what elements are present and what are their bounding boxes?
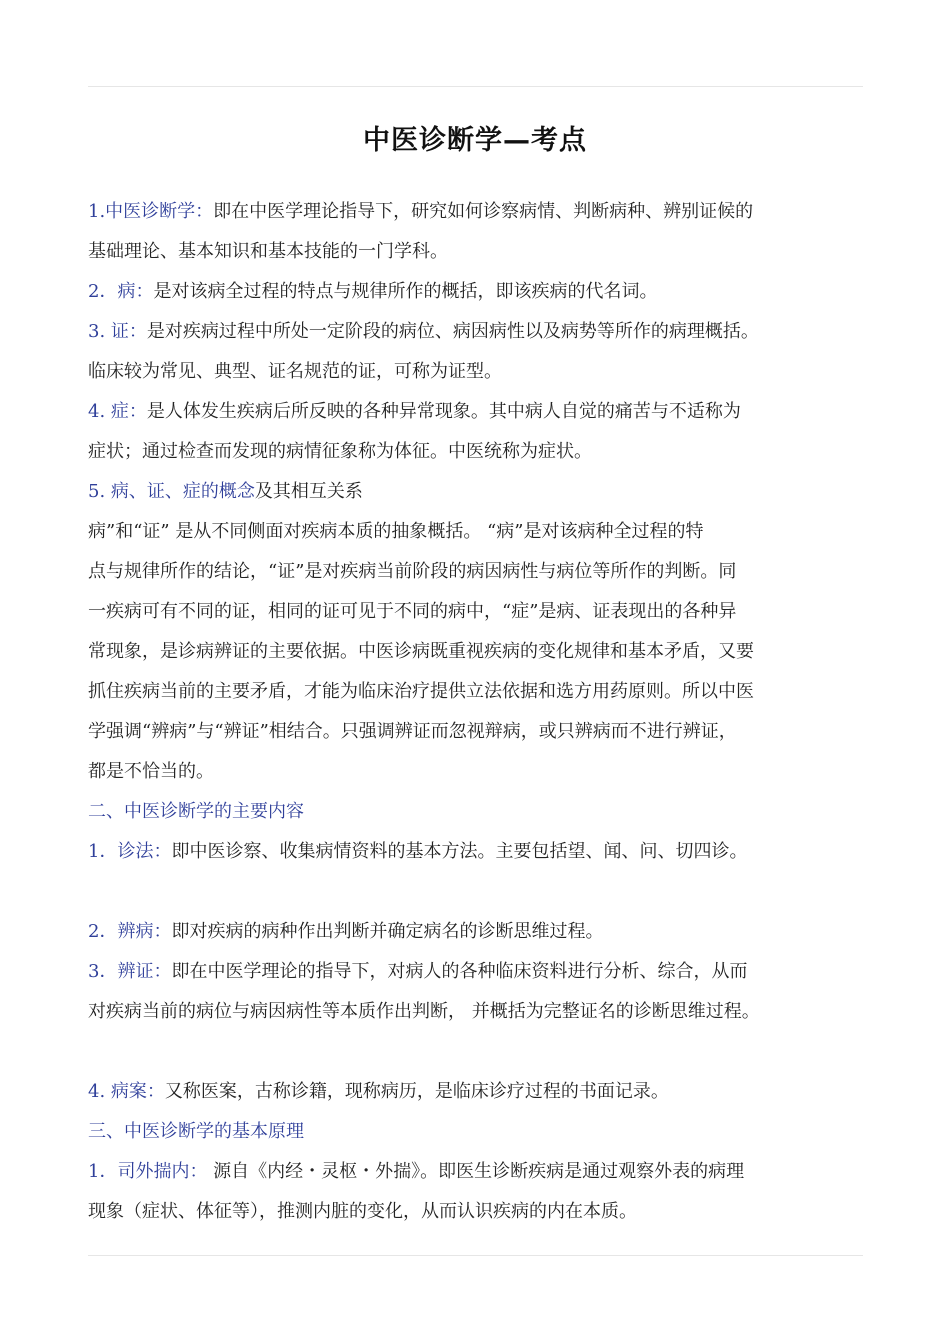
page-title: 中医诊断学—考点 [363,125,587,156]
line-text: 都是不恰当的。 [88,761,214,782]
text-line [88,552,878,592]
line-text: 即对疾病的病种作出判断并确定病名的诊断思维过程。 [171,921,604,942]
line-heading: 5. 病、证、症的概念 [88,481,255,502]
line-text: 即中医诊察、收集病情资料的基本方法。主要包括望、闻、问、切四诊。 [171,841,748,862]
text-line [88,752,878,792]
text-line [88,1112,878,1152]
line-heading: 1．诊法： [88,841,172,862]
line-heading: 二、中医诊断学的主要内容 [88,801,304,822]
text-line [88,432,878,472]
line-text: 常现象，是诊病辨证的主要依据。中医诊病既重视疾病的变化规律和基本矛盾，又要 [88,641,754,662]
text-line [88,712,878,752]
line-text: 症状；通过检查而发现的病情征象称为体征。中医统称为症状。 [88,441,592,462]
line-text: 是对疾病过程中所处一定阶段的病位、病因病性以及病势等所作的病理概括。 [146,321,759,342]
text-line [88,672,878,712]
text-line [88,232,878,272]
text-line [88,792,878,832]
line-heading: 4. 病案： [88,1081,165,1102]
line-text: 源自《内经・灵枢・外揣》。即医生诊断疾病是通过观察外表的病理 [207,1161,745,1182]
text-line [88,632,878,672]
line-heading: 2．病： [88,281,154,302]
line-text: 病”和“证” 是从不同侧面对疾病本质的抽象概括。 “病”是对该病种全过程的特 [88,521,704,542]
text-line [88,1072,878,1112]
line-text: 对疾病当前的病位与病因病性等本质作出判断， 并概括为完整证名的诊断思维过程。 [88,1001,760,1022]
line-text: 基础理论、基本知识和基本技能的一门学科。 [88,241,448,262]
document-body [88,192,878,1232]
line-text: 是人体发生疾病后所反映的各种异常现象。其中病人自觉的痛苦与不适称为 [146,401,741,422]
text-line [88,1192,878,1232]
line-text: 即在中医学理论的指导下，对病人的各种临床资料进行分析、综合，从而 [171,961,748,982]
text-line [88,392,878,432]
line-heading: 三、中医诊断学的基本原理 [88,1121,304,1142]
line-heading: 3．辨证： [88,961,172,982]
line-text: 又称医案，古称诊籍，现称病历，是临床诊疗过程的书面记录。 [164,1081,669,1102]
text-line [88,1032,878,1072]
text-line [88,312,878,352]
text-line [88,1152,878,1192]
text-line [88,992,878,1032]
text-line [88,952,878,992]
line-heading: 4. 症： [88,401,147,422]
line-text: 临床较为常见、典型、证名规范的证，可称为证型。 [88,361,502,382]
line-text: 抓住疾病当前的主要矛盾，才能为临床治疗提供立法依据和选方用药原则。所以中医 [88,681,754,702]
line-text: 是对该病全过程的特点与规律所作的概括，即该疾病的代名词。 [153,281,658,302]
line-text: 现象（症状、体征等），推测内脏的变化，从而认识疾病的内在本质。 [88,1201,637,1222]
line-heading: 1．司外揣内： [88,1161,208,1182]
text-line [88,912,878,952]
line-heading: 3. 证： [88,321,147,342]
text-line [88,192,878,232]
text-line [88,592,878,632]
text-line [88,512,878,552]
line-text: 学强调“辨病”与“辨证”相结合。只强调辨证而忽视辩病，或只辨病而不进行辨证， [88,721,737,742]
line-heading: 1.中医诊断学： [88,201,214,222]
text-line [88,272,878,312]
bottom-divider [88,1255,863,1256]
text-line [88,352,878,392]
top-divider [88,86,863,87]
line-text: 一疾病可有不同的证，相同的证可见于不同的病中，“症”是病、证表现出的各种异 [88,601,737,622]
line-heading: 2．辨病： [88,921,172,942]
text-line [88,872,878,912]
line-text: 及其相互关系 [254,481,363,502]
text-line [88,832,878,872]
line-text: 即在中医学理论指导下，研究如何诊察病情、判断病种、辨别证候的 [213,201,754,222]
line-text: 点与规律所作的结论，“证”是对疾病当前阶段的病因病性与病位等所作的判断。同 [88,561,737,582]
text-line [88,472,878,512]
